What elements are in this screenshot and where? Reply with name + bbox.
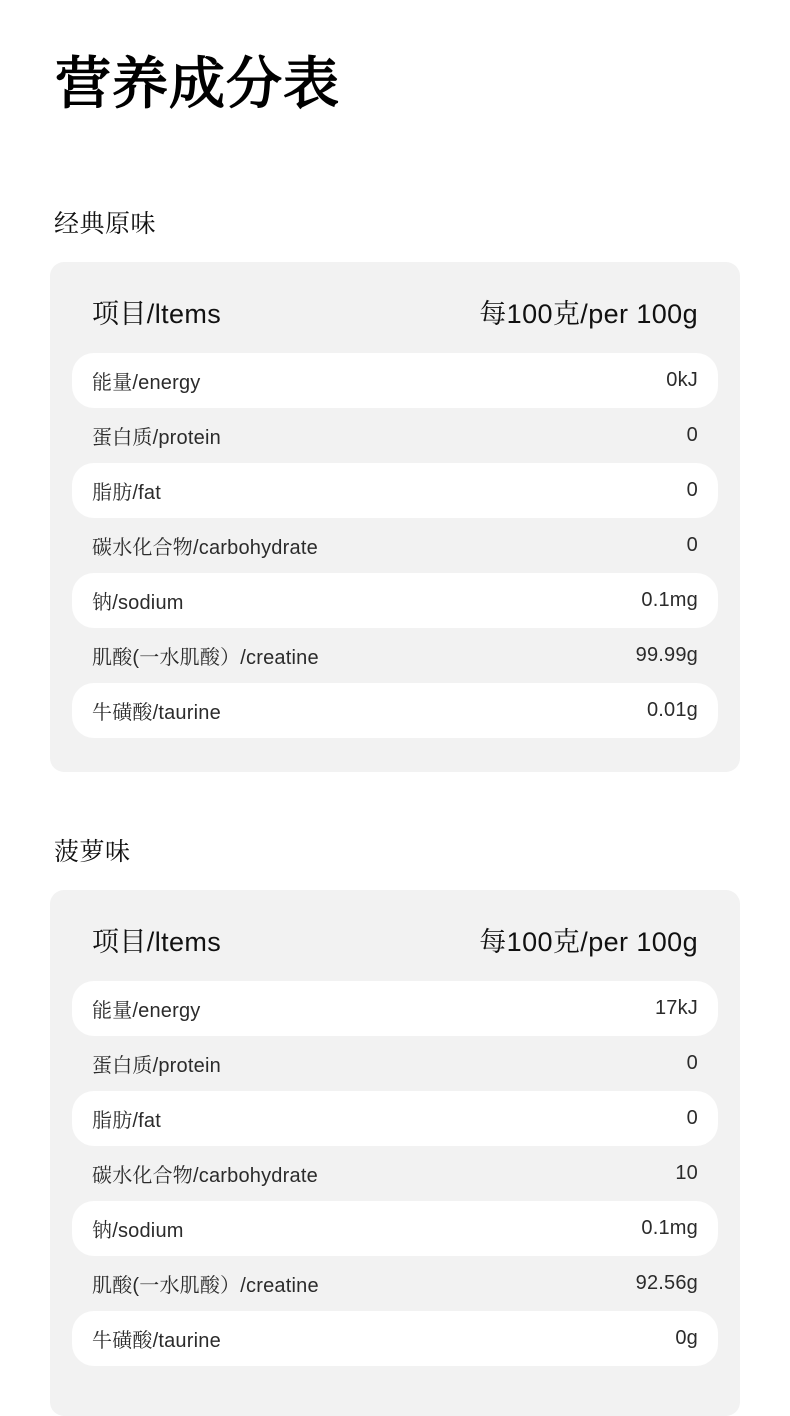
row-label: 肌酸(一水肌酸）/creatine [92, 647, 319, 670]
row-label: 蛋白质/protein [92, 1055, 221, 1078]
table-row [72, 1091, 718, 1146]
row-label: 碳水化合物/carbohydrate [92, 537, 318, 560]
row-value: 0 [395, 463, 718, 518]
row-label: 肌酸(一水肌酸）/creatine [92, 1275, 319, 1298]
nutrition-section-pineapple [50, 832, 740, 1416]
row-value: 0 [686, 424, 698, 447]
row-value: 0g [395, 1311, 718, 1366]
row-value: 0.01g [395, 683, 718, 738]
row-value: 0kJ [395, 353, 718, 408]
row-value: 0 [686, 1052, 698, 1075]
row-value: 0.1mg [395, 573, 718, 628]
nutrition-section-classic [50, 204, 740, 772]
row-label: 脂肪/fat [72, 1091, 395, 1146]
table-row [72, 1201, 718, 1256]
row-label: 牛磺酸/taurine [72, 1311, 395, 1366]
row-label: 能量/energy [72, 353, 395, 408]
row-label: 牛磺酸/taurine [72, 683, 395, 738]
table-row [72, 1256, 718, 1311]
column-header-value: 每100克/per 100g [479, 299, 698, 330]
table-row [72, 1036, 718, 1091]
row-value: 0 [686, 534, 698, 557]
nutrition-table-classic [72, 288, 718, 738]
table-header-row [72, 916, 718, 981]
row-label: 钠/sodium [72, 1201, 395, 1256]
row-label: 碳水化合物/carbohydrate [92, 1165, 318, 1188]
row-label: 钠/sodium [72, 573, 395, 628]
table-row [72, 981, 718, 1036]
nutrition-table-pineapple [72, 916, 718, 1366]
row-label: 脂肪/fat [72, 463, 395, 518]
table-row [72, 573, 718, 628]
section-title-classic: 经典原味 [54, 210, 157, 239]
row-value: 17kJ [395, 981, 718, 1036]
row-value: 10 [675, 1162, 698, 1185]
column-header-item: 项目/ltems [92, 299, 222, 330]
table-header [72, 916, 718, 981]
row-value: 0.1mg [395, 1201, 718, 1256]
section-title-pineapple: 菠萝味 [54, 838, 131, 867]
nutrition-card-classic [50, 262, 740, 772]
table-row [72, 518, 718, 573]
table-row [72, 353, 718, 408]
column-header-value: 每100克/per 100g [479, 927, 698, 958]
row-label: 蛋白质/protein [92, 427, 221, 450]
table-row [72, 683, 718, 738]
table-row [72, 463, 718, 518]
nutrition-card-pineapple [50, 890, 740, 1416]
table-row [72, 1311, 718, 1366]
row-value: 92.56g [635, 1272, 698, 1295]
row-value: 99.99g [635, 644, 698, 667]
page-title: 营养成分表 [55, 52, 340, 115]
table-header [72, 288, 718, 353]
table-row [72, 628, 718, 683]
row-value: 0 [395, 1091, 718, 1146]
table-body [72, 981, 718, 1366]
column-header-item: 项目/ltems [92, 927, 222, 958]
table-row [72, 408, 718, 463]
table-row [72, 1146, 718, 1201]
table-body [72, 353, 718, 738]
row-label: 能量/energy [72, 981, 395, 1036]
table-header-row [72, 288, 718, 353]
